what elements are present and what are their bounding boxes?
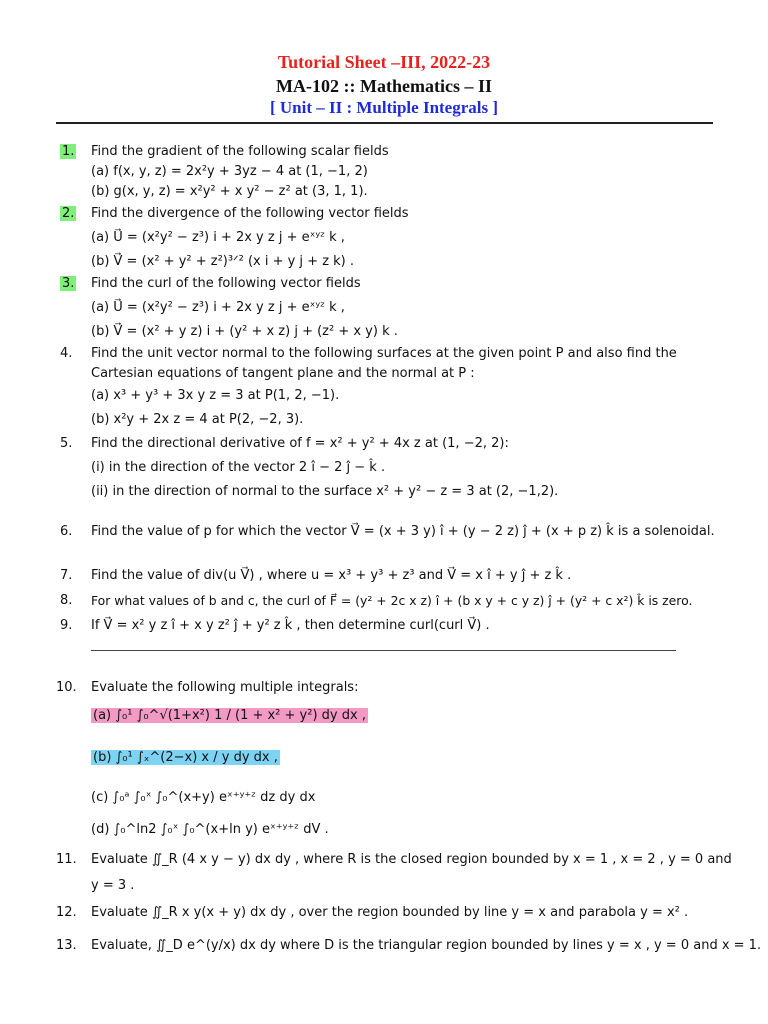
question-line: (b) g(x, y, z) = x²y² + x y² − z² at (3, 1, 1). <box>91 184 368 199</box>
question-line: Cartesian equations of tangent plane and the normal at P : <box>91 366 475 381</box>
question-text: Find the curl of the following vector fields <box>91 276 361 291</box>
question-line: (b) ∫₀¹ ∫ₓ^(2−x) x / y dy dx , <box>93 750 278 765</box>
question-text: Evaluate ∬_R (4 x y − y) dx dy , where R is the closed region bounded by x = 1 , x = 2 , y = 0 and <box>91 852 732 867</box>
question-text: Find the directional derivative of f = x² + y² + 4x z at (1, −2, 2): <box>91 436 509 451</box>
question-line: (i) in the direction of the vector 2 î − 2 ĵ − k̂ . <box>91 460 386 475</box>
question-text: For what values of b and c, the curl of F⃗ = (y² + 2c x z) î + (b x y + c y z) ĵ + (y² + c x²) k̂ is zero. <box>91 593 693 608</box>
question-line: y = 3 . <box>91 878 135 893</box>
sheet-title: Tutorial Sheet –III, 2022-23 <box>277 52 491 72</box>
question-number: 7. <box>60 568 73 583</box>
question-line: (d) ∫₀^ln2 ∫₀ˣ ∫₀^(x+ln y) eˣ⁺ʸ⁺ᶻ dV . <box>91 822 329 837</box>
question-number: 6. <box>60 524 73 539</box>
question-line: (b) V⃗ = (x² + y² + z²)³ᐟ² (x i + y j + z k) . <box>91 254 355 269</box>
question-line: (a) f(x, y, z) = 2x²y + 3yz − 4 at (1, −1, 2) <box>91 164 368 179</box>
unit-title: [ Unit – II : Multiple Integrals ] <box>269 98 499 117</box>
question-line: (ii) in the direction of normal to the surface x² + y² − z = 3 at (2, −1,2). <box>91 484 559 499</box>
question-number: 2. <box>62 206 75 221</box>
question-number: 12. <box>56 905 77 920</box>
course-title: MA-102 :: Mathematics – II <box>276 76 492 96</box>
question-line: (a) x³ + y³ + 3x y z = 3 at P(1, 2, −1). <box>91 388 340 403</box>
question-line: (c) ∫₀ᵃ ∫₀ˣ ∫₀^(x+y) eˣ⁺ʸ⁺ᶻ dz dy dx <box>91 790 316 805</box>
question-number: 13. <box>56 938 77 953</box>
question-text: Evaluate ∬_R x y(x + y) dx dy , over the region bounded by line y = x and parabola y = x² . <box>91 905 689 920</box>
question-line: (b) x²y + 2x z = 4 at P(2, −2, 3). <box>91 412 304 427</box>
question-text: Find the value of div(u V⃗) , where u = x³ + y³ + z³ and V⃗ = x î + y ĵ + z k̂ . <box>91 568 572 583</box>
question-text: Find the unit vector normal to the following surfaces at the given point P and also find the <box>91 346 677 361</box>
question-text: Find the gradient of the following scalar fields <box>91 144 389 159</box>
section-divider <box>91 650 676 651</box>
question-number: 3. <box>62 276 75 291</box>
question-line: (a) ∫₀¹ ∫₀^√(1+x²) 1 / (1 + x² + y²) dy dx , <box>93 708 366 723</box>
question-text: Find the divergence of the following vector fields <box>91 206 409 221</box>
question-number: 1. <box>62 144 75 159</box>
question-text: Evaluate the following multiple integrals: <box>91 680 359 695</box>
question-number: 5. <box>60 436 73 451</box>
question-number: 10. <box>56 680 77 695</box>
question-line: (a) U⃗ = (x²y² − z³) i + 2x y z j + eˣʸᶻ k , <box>91 230 345 245</box>
question-line: (b) V⃗ = (x² + y z) i + (y² + x z) j + (z² + x y) k . <box>91 324 398 339</box>
question-number: 4. <box>60 346 73 361</box>
question-text: Find the value of p for which the vector V⃗ = (x + 3 y) î + (y − 2 z) ĵ + (x + p z) k̂ is a solenoidal. <box>91 524 715 539</box>
header-rule <box>56 122 713 124</box>
question-number: 9. <box>60 618 73 633</box>
question-number: 8. <box>60 593 73 608</box>
question-line: (a) U⃗ = (x²y² − z³) i + 2x y z j + eˣʸᶻ k , <box>91 300 345 315</box>
question-number: 11. <box>56 852 77 867</box>
question-text: If V⃗ = x² y z î + x y z² ĵ + y² z k̂ , then determine curl(curl V⃗) . <box>91 618 490 633</box>
question-text: Evaluate, ∬_D e^(y/x) dx dy where D is the triangular region bounded by lines y = x , y = 0 and x = 1. <box>91 938 762 953</box>
